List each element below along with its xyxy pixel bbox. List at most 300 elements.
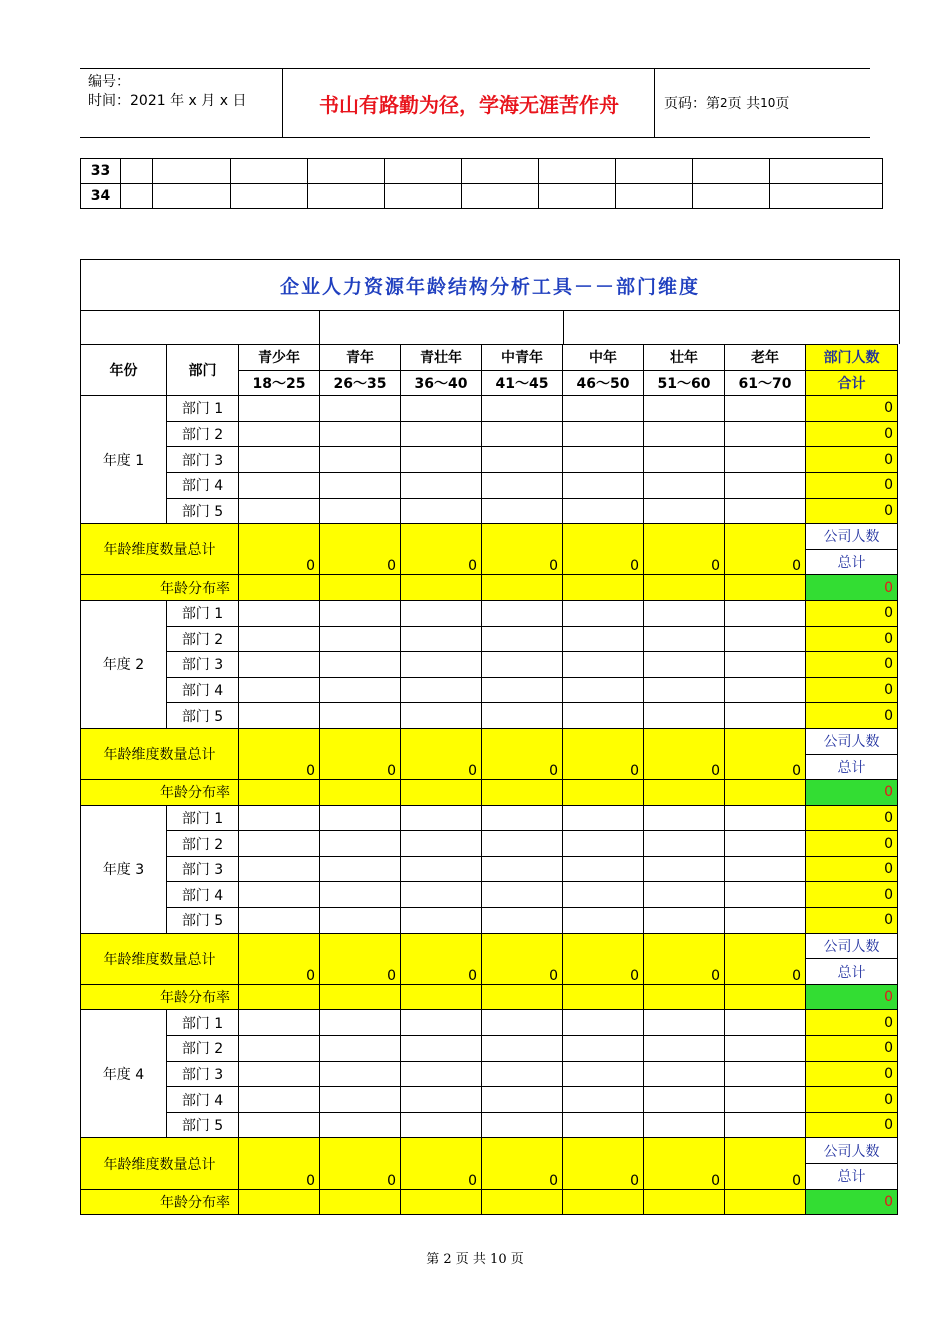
dept-total: 0	[806, 1087, 898, 1113]
dept-total: 0	[806, 1036, 898, 1062]
data-cell	[401, 421, 482, 447]
empty-cell	[462, 159, 539, 184]
age-sum: 0	[644, 728, 725, 779]
data-cell	[320, 447, 401, 473]
rate-cell	[725, 984, 806, 1010]
rate-value: 0	[806, 575, 898, 601]
data-cell	[401, 396, 482, 422]
data-cell	[320, 703, 401, 729]
age-structure-table	[80, 344, 898, 1215]
rate-cell	[482, 575, 563, 601]
data-cell	[644, 703, 725, 729]
data-cell	[401, 626, 482, 652]
dept-name: 部门 4	[167, 1087, 239, 1113]
age-sum: 0	[239, 728, 320, 779]
data-cell	[320, 626, 401, 652]
data-cell	[401, 1036, 482, 1062]
dept-name: 部门 4	[167, 677, 239, 703]
company-total-label-2: 总计	[806, 754, 898, 780]
data-cell	[239, 652, 320, 678]
company-total-label: 公司人数	[806, 728, 898, 754]
dept-total: 0	[806, 882, 898, 908]
year-label: 年度 1	[81, 396, 167, 524]
age-sum: 0	[320, 524, 401, 575]
rate-value: 0	[806, 780, 898, 806]
row-number: 33	[81, 159, 121, 184]
data-cell	[644, 396, 725, 422]
empty-cell	[616, 159, 693, 184]
data-cell	[563, 856, 644, 882]
rate-cell	[401, 984, 482, 1010]
dept-name: 部门 4	[167, 882, 239, 908]
data-cell	[401, 1087, 482, 1113]
age-sum: 0	[725, 728, 806, 779]
rate-cell	[401, 780, 482, 806]
empty-cell	[770, 184, 883, 209]
table-row	[81, 1010, 898, 1036]
table-row	[81, 421, 898, 447]
sum-label: 年龄维度数量总计	[81, 933, 239, 984]
header-meta	[88, 73, 283, 111]
company-total-label: 公司人数	[806, 1138, 898, 1164]
data-cell	[320, 396, 401, 422]
data-cell	[320, 805, 401, 831]
data-cell	[482, 1087, 563, 1113]
dept-total: 0	[806, 677, 898, 703]
dept-total: 0	[806, 1061, 898, 1087]
dept-total: 0	[806, 703, 898, 729]
data-cell	[239, 421, 320, 447]
empty-cell	[693, 159, 770, 184]
data-cell	[239, 626, 320, 652]
empty-cell	[385, 184, 462, 209]
data-cell	[725, 805, 806, 831]
data-cell	[320, 1112, 401, 1138]
table-row	[81, 703, 898, 729]
data-cell	[644, 856, 725, 882]
data-cell	[563, 831, 644, 857]
rate-cell	[320, 984, 401, 1010]
table-row	[81, 882, 898, 908]
rate-cell	[482, 1189, 563, 1215]
rate-row	[81, 780, 898, 806]
rate-cell	[482, 984, 563, 1010]
age-sum: 0	[482, 1138, 563, 1189]
dept-name: 部门 5	[167, 498, 239, 524]
row-number: 34	[81, 184, 121, 209]
data-cell	[401, 498, 482, 524]
data-cell	[725, 1087, 806, 1113]
rate-cell	[563, 984, 644, 1010]
rate-cell	[725, 1189, 806, 1215]
dept-name: 部门 5	[167, 908, 239, 934]
data-cell	[239, 677, 320, 703]
page-header	[80, 68, 870, 138]
age-sum: 0	[482, 933, 563, 984]
rate-cell	[563, 1189, 644, 1215]
age-sum: 0	[644, 1138, 725, 1189]
rate-cell	[482, 780, 563, 806]
age-group-name: 青年	[320, 345, 401, 371]
data-cell	[239, 447, 320, 473]
data-cell	[239, 472, 320, 498]
time-label: 时间：2021 年 x 月 x 日	[88, 93, 247, 109]
data-cell	[320, 831, 401, 857]
dept-name: 部门 1	[167, 805, 239, 831]
data-cell	[563, 1036, 644, 1062]
data-cell	[725, 908, 806, 934]
age-sum: 0	[725, 524, 806, 575]
empty-cell	[308, 159, 385, 184]
data-cell	[482, 652, 563, 678]
rate-cell	[725, 780, 806, 806]
data-cell	[482, 882, 563, 908]
age-group-range: 46～50	[563, 370, 644, 396]
rate-cell	[644, 575, 725, 601]
age-group-range: 26～35	[320, 370, 401, 396]
data-cell	[401, 882, 482, 908]
rate-cell	[320, 1189, 401, 1215]
dept-name: 部门 1	[167, 396, 239, 422]
data-cell	[401, 1010, 482, 1036]
age-sum: 0	[401, 933, 482, 984]
data-cell	[320, 1061, 401, 1087]
year-label: 年度 2	[81, 600, 167, 728]
page-mid: 页 共	[727, 96, 761, 112]
dept-name: 部门 1	[167, 1010, 239, 1036]
table-row	[81, 831, 898, 857]
company-total-label: 公司人数	[806, 524, 898, 550]
data-cell	[320, 600, 401, 626]
data-cell	[239, 703, 320, 729]
data-cell	[725, 626, 806, 652]
empty-cell	[462, 184, 539, 209]
data-cell	[401, 908, 482, 934]
table-row	[81, 472, 898, 498]
data-cell	[644, 1036, 725, 1062]
data-cell	[482, 856, 563, 882]
table-row	[81, 1061, 898, 1087]
rate-row	[81, 984, 898, 1010]
table-row	[81, 447, 898, 473]
dept-name: 部门 2	[167, 831, 239, 857]
data-cell	[725, 396, 806, 422]
age-sum: 0	[320, 728, 401, 779]
age-sum: 0	[239, 1138, 320, 1189]
data-cell	[563, 677, 644, 703]
data-cell	[725, 677, 806, 703]
data-cell	[644, 600, 725, 626]
dept-total: 0	[806, 831, 898, 857]
data-cell	[644, 831, 725, 857]
data-cell	[644, 677, 725, 703]
data-cell	[644, 1087, 725, 1113]
table-row	[81, 856, 898, 882]
data-cell	[239, 805, 320, 831]
age-sum: 0	[644, 524, 725, 575]
rate-cell	[725, 575, 806, 601]
age-sum: 0	[401, 1138, 482, 1189]
data-cell	[563, 447, 644, 473]
data-cell	[401, 472, 482, 498]
rate-cell	[320, 780, 401, 806]
data-cell	[320, 498, 401, 524]
dept-name: 部门 4	[167, 472, 239, 498]
dept-name: 部门 2	[167, 1036, 239, 1062]
table-row	[81, 1112, 898, 1138]
table-row	[81, 498, 898, 524]
data-cell	[320, 856, 401, 882]
year-label: 年度 4	[81, 1010, 167, 1138]
table-row	[81, 677, 898, 703]
header-motto: 书山有路勤为径，学海无涯苦作舟	[319, 92, 619, 117]
empty-cell	[539, 184, 616, 209]
data-cell	[482, 1061, 563, 1087]
dept-total: 0	[806, 600, 898, 626]
dept-name: 部门 3	[167, 447, 239, 473]
data-cell	[401, 1112, 482, 1138]
page-footer: 第 2 页 共 10 页	[426, 1252, 524, 1267]
age-group-range: 36～40	[401, 370, 482, 396]
age-sum: 0	[563, 524, 644, 575]
age-group-name: 老年	[725, 345, 806, 371]
data-cell	[563, 1061, 644, 1087]
sum-label: 年龄维度数量总计	[81, 524, 239, 575]
dept-name: 部门 5	[167, 1112, 239, 1138]
data-cell	[482, 831, 563, 857]
rate-cell	[239, 575, 320, 601]
year-label: 年度 3	[81, 805, 167, 933]
age-group-range: 41～45	[482, 370, 563, 396]
data-cell	[644, 626, 725, 652]
rate-cell	[239, 984, 320, 1010]
dept-name: 部门 2	[167, 421, 239, 447]
data-cell	[482, 703, 563, 729]
table-row	[81, 626, 898, 652]
data-cell	[401, 652, 482, 678]
age-sum: 0	[482, 524, 563, 575]
age-sum: 0	[563, 728, 644, 779]
data-cell	[563, 626, 644, 652]
data-cell	[482, 421, 563, 447]
empty-cell	[385, 159, 462, 184]
data-cell	[239, 1010, 320, 1036]
data-cell	[563, 1087, 644, 1113]
data-cell	[239, 600, 320, 626]
empty-cell	[693, 184, 770, 209]
empty-cell	[121, 184, 153, 209]
data-cell	[482, 1112, 563, 1138]
sum-row	[81, 933, 898, 959]
rate-cell	[401, 1189, 482, 1215]
sum-label: 年龄维度数量总计	[81, 1138, 239, 1189]
table-row	[81, 1087, 898, 1113]
dept-total: 0	[806, 856, 898, 882]
header-divider	[282, 69, 283, 137]
rate-label: 年龄分布率	[81, 780, 239, 806]
empty-cell	[308, 184, 385, 209]
header-divider	[654, 69, 655, 137]
data-cell	[725, 882, 806, 908]
data-cell	[401, 831, 482, 857]
rate-cell	[563, 780, 644, 806]
rate-cell	[239, 780, 320, 806]
data-cell	[725, 421, 806, 447]
data-cell	[320, 677, 401, 703]
sum-row	[81, 728, 898, 754]
dept-total: 0	[806, 472, 898, 498]
data-cell	[644, 498, 725, 524]
data-cell	[563, 1112, 644, 1138]
age-group-range: 51～60	[644, 370, 725, 396]
data-cell	[482, 1010, 563, 1036]
data-cell	[320, 908, 401, 934]
data-cell	[482, 396, 563, 422]
data-cell	[239, 882, 320, 908]
rate-label: 年龄分布率	[81, 575, 239, 601]
rate-value: 0	[806, 984, 898, 1010]
age-sum: 0	[320, 933, 401, 984]
age-sum: 0	[644, 933, 725, 984]
data-cell	[401, 1061, 482, 1087]
table-row	[81, 159, 883, 184]
data-cell	[644, 882, 725, 908]
rate-row	[81, 575, 898, 601]
code-label: 编号：	[88, 74, 130, 90]
data-cell	[563, 421, 644, 447]
sum-label: 年龄维度数量总计	[81, 728, 239, 779]
page-prefix: 页码：第	[664, 96, 720, 112]
empty-cell	[539, 159, 616, 184]
age-group-range: 61～70	[725, 370, 806, 396]
age-group-name: 中青年	[482, 345, 563, 371]
dept-total: 0	[806, 1112, 898, 1138]
age-sum: 0	[482, 728, 563, 779]
data-cell	[320, 652, 401, 678]
company-total-label: 公司人数	[806, 933, 898, 959]
page-total: 10	[760, 96, 776, 110]
data-cell	[401, 677, 482, 703]
dept-name: 部门 3	[167, 856, 239, 882]
rate-cell	[239, 1189, 320, 1215]
rate-row	[81, 1189, 898, 1215]
table-row	[81, 600, 898, 626]
table-row	[81, 396, 898, 422]
data-cell	[401, 600, 482, 626]
subrow-divider	[563, 310, 564, 344]
dept-total: 0	[806, 421, 898, 447]
data-cell	[644, 1112, 725, 1138]
data-cell	[482, 677, 563, 703]
data-cell	[644, 1061, 725, 1087]
empty-cell	[231, 184, 308, 209]
data-cell	[644, 472, 725, 498]
subrow-divider	[319, 310, 320, 344]
data-cell	[482, 600, 563, 626]
data-cell	[725, 1036, 806, 1062]
table-row	[81, 1036, 898, 1062]
rate-cell	[644, 1189, 725, 1215]
data-cell	[563, 882, 644, 908]
header-page-info	[664, 69, 789, 137]
data-cell	[563, 472, 644, 498]
dept-name: 部门 3	[167, 1061, 239, 1087]
col-dept-header: 部门	[167, 345, 239, 396]
rate-value: 0	[806, 1189, 898, 1215]
age-sum: 0	[563, 933, 644, 984]
tool-title: 企业人力资源年龄结构分析工具－－部门维度	[80, 259, 900, 311]
age-sum: 0	[725, 933, 806, 984]
data-cell	[239, 831, 320, 857]
rate-cell	[401, 575, 482, 601]
data-cell	[725, 831, 806, 857]
rate-cell	[320, 575, 401, 601]
table-row	[81, 908, 898, 934]
data-cell	[482, 447, 563, 473]
dept-total: 0	[806, 652, 898, 678]
data-cell	[239, 1036, 320, 1062]
empty-cell	[153, 184, 231, 209]
data-cell	[725, 498, 806, 524]
data-cell	[320, 1036, 401, 1062]
data-cell	[320, 1087, 401, 1113]
dept-total: 0	[806, 1010, 898, 1036]
data-cell	[563, 600, 644, 626]
data-cell	[563, 1010, 644, 1036]
page-suffix: 页	[775, 96, 790, 112]
dept-total: 0	[806, 908, 898, 934]
age-group-name: 青少年	[239, 345, 320, 371]
rate-cell	[644, 984, 725, 1010]
age-group-name: 青壮年	[401, 345, 482, 371]
data-cell	[725, 703, 806, 729]
rate-label: 年龄分布率	[81, 984, 239, 1010]
empty-cell	[153, 159, 231, 184]
dept-total: 0	[806, 805, 898, 831]
age-sum: 0	[401, 524, 482, 575]
age-group-name: 中年	[563, 345, 644, 371]
data-cell	[320, 421, 401, 447]
data-cell	[563, 805, 644, 831]
data-cell	[644, 908, 725, 934]
data-cell	[725, 1061, 806, 1087]
empty-cell	[770, 159, 883, 184]
dept-name: 部门 5	[167, 703, 239, 729]
data-cell	[644, 1010, 725, 1036]
data-cell	[320, 882, 401, 908]
col-year-header: 年份	[81, 345, 167, 396]
data-cell	[320, 1010, 401, 1036]
data-cell	[644, 652, 725, 678]
data-cell	[239, 1112, 320, 1138]
title-subrow	[80, 310, 900, 344]
empty-cell	[231, 159, 308, 184]
data-cell	[239, 1061, 320, 1087]
data-cell	[482, 908, 563, 934]
sum-row	[81, 1138, 898, 1164]
data-cell	[725, 1010, 806, 1036]
data-cell	[644, 805, 725, 831]
data-cell	[725, 652, 806, 678]
data-cell	[482, 472, 563, 498]
data-cell	[644, 421, 725, 447]
data-cell	[482, 626, 563, 652]
data-cell	[239, 856, 320, 882]
dept-total: 0	[806, 626, 898, 652]
rate-label: 年龄分布率	[81, 1189, 239, 1215]
table-row	[81, 184, 883, 209]
data-cell	[563, 498, 644, 524]
